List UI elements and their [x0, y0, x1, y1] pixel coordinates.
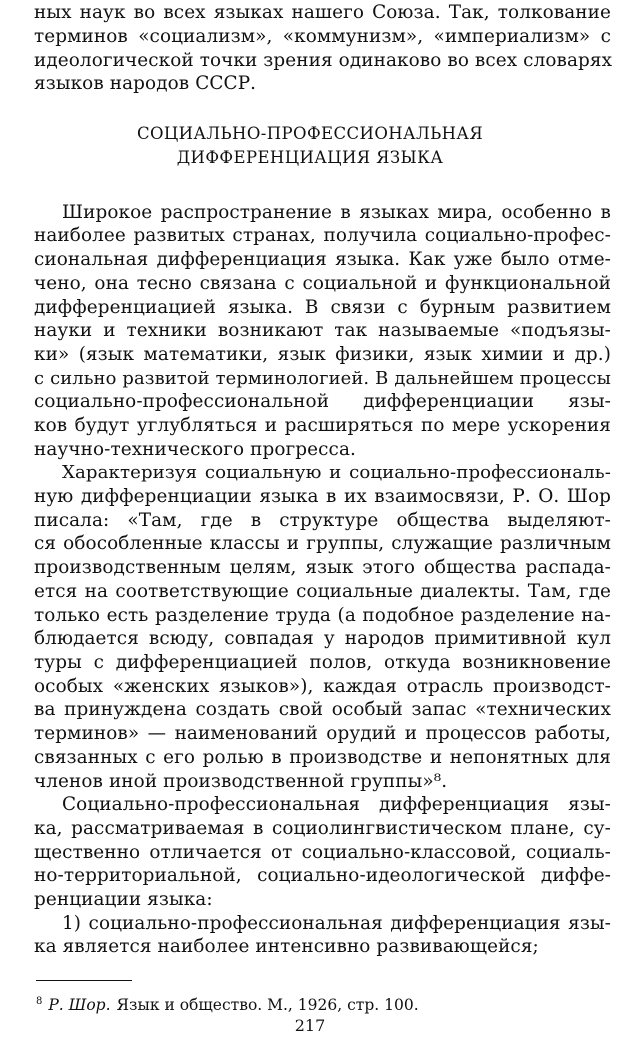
section-heading-line-1: СОЦИАЛЬНО-ПРОФЕССИОНАЛЬНАЯ [136, 124, 484, 143]
text-line: терминов «социализм», «коммунизм», «империализм» с [34, 26, 611, 47]
text-line: терминов» — наименований орудий и процессов работы, [34, 723, 611, 744]
text-line: науки и техники возникают так называемые «подъязы- [34, 320, 611, 341]
text-line: ки» (язык математики, язык физики, язык химии и др.) [34, 344, 611, 365]
text-line: идеологической точки зрения одинаково во всех словарях [34, 50, 613, 71]
text-line: туры с дифференциацией полов, откуда возникновение [34, 652, 611, 673]
text-line: ка, рассматриваемая в социолингвистическом плане, су- [34, 818, 611, 839]
text-line: языков народов СССР. [34, 73, 257, 94]
paragraph-first-line: Социально-профессиональная дифференциация язы- [62, 794, 611, 815]
text-line: связанных с его ролью в производстве и непонятных для [34, 747, 611, 768]
text-line: писала: «Там, где в структуре общества выделяют- [34, 510, 611, 531]
page-number: 217 [294, 1016, 326, 1035]
paragraph-first-line: Характеризуя социальную и социально-профессиональ- [62, 462, 611, 483]
list-item-first-line: 1) социально-профессиональная дифференциация язы- [62, 913, 611, 934]
text-line: особых «женских языков»), каждая отрасль производст- [34, 676, 611, 697]
text-line: ка является наиболее интенсивно развивающейся; [34, 936, 539, 957]
footnote-mark: 8 [36, 996, 43, 1007]
section-heading-line-2: ДИФФЕРЕНЦИАЦИЯ ЯЗЫКА [176, 148, 444, 167]
text-line: ренциации языка: [34, 889, 213, 910]
text-line: щественно отличается от социально-классовой, социаль- [34, 842, 611, 863]
footnote-rule [36, 980, 132, 981]
text-line: ется на соответствующие социальные диалекты. Там, где [34, 581, 611, 602]
text-line: только есть разделение труда (а подобное разделение на- [34, 605, 611, 626]
text-line: социально-профессиональной дифференциации язы- [34, 391, 611, 412]
text-line: дифференциацией языка. В связи с бурным развитием [34, 297, 611, 318]
text-line: сиональная дифференциация языка. Как уже было отме- [34, 249, 611, 270]
footnote-text: Язык и общество. М., 1926, стр. 100. [116, 996, 419, 1015]
text-line: членов иной производственной группы»⁸. [34, 771, 448, 792]
text-line: ную дифференциации языка в их взаимосвязи, Р. О. Шор [34, 486, 611, 507]
text-line: научно-технического прогресса. [34, 439, 356, 460]
text-line: ся обособленные классы и группы, служащие различным [34, 533, 611, 554]
paragraph-first-line: Широкое распространение в языках мира, особенно в [62, 202, 611, 223]
text-line: блюдается всюду, совпадая у народов примитивной кул [34, 628, 611, 649]
text-line: ных наук во всех языках нашего Союза. Так, толкование [34, 2, 611, 23]
text-line: с сильно развитой терминологией. В дальнейшем процессы [34, 368, 611, 389]
text-line: ков будут углубляться и расширяться по мере ускорения [34, 415, 611, 436]
text-line: но-территориальной, социально-идеологической диффе- [34, 865, 611, 886]
text-line: ва принуждена создать свой особый запас «технических [34, 699, 611, 720]
footnote [36, 996, 419, 1014]
footnote-author: Р. Шор. [48, 996, 111, 1015]
text-line: наиболее развитых странах, получила социально-профес- [34, 225, 611, 246]
text-line: чено, она тесно связана с социальной и функциональной [34, 273, 611, 294]
text-line: производственным целям, язык этого общества распада- [34, 557, 611, 578]
